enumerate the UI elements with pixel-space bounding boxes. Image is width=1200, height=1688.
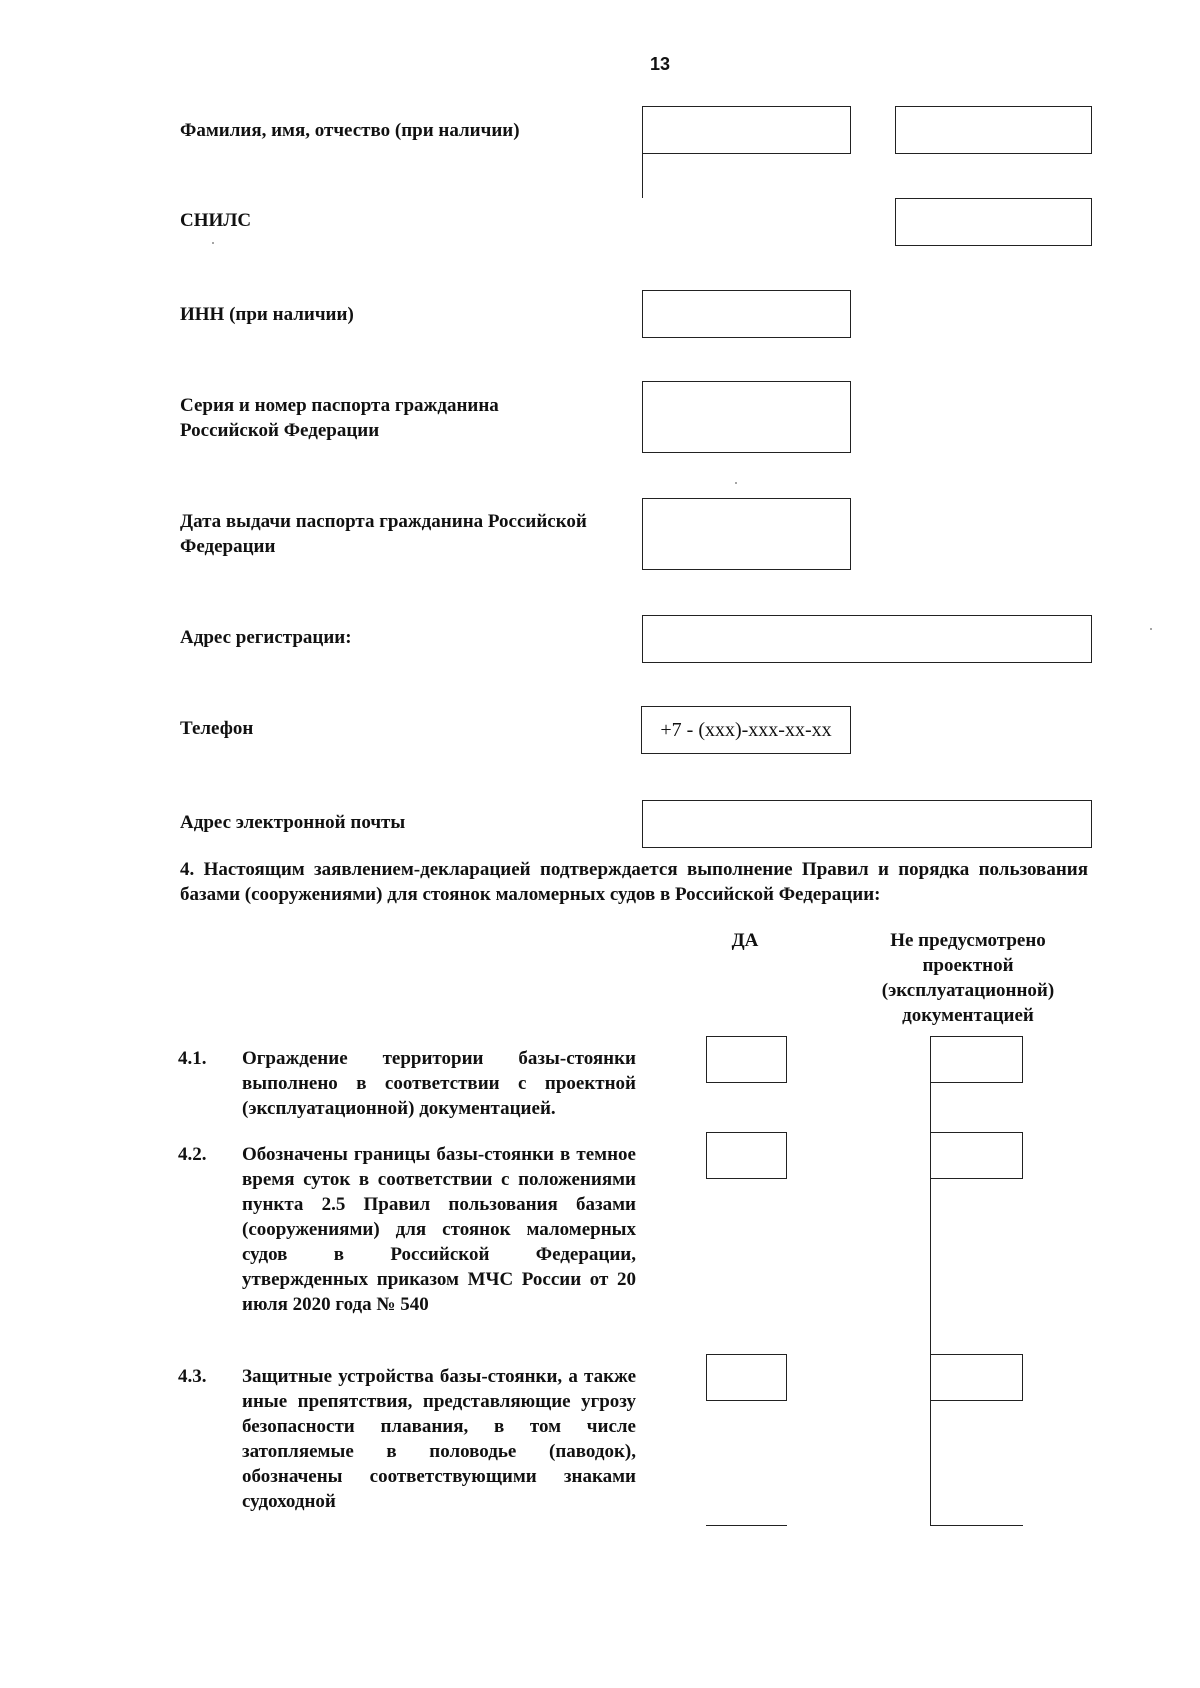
email-box[interactable] bbox=[642, 800, 1092, 848]
item-text: Защитные устройства базы-стоянки, а также иные препятствия, представляющие угрозу безопасности плавания, в том числе затопляемые в половодье (паводок), обозначены соответствующими знаками судоходной bbox=[242, 1366, 636, 1512]
column-na-header-line: проектной bbox=[922, 955, 1014, 976]
column-yes-header: ДА bbox=[731, 930, 759, 951]
passport-number-label-line: Серия и номер паспорта гражданина bbox=[180, 395, 499, 416]
column-na-header bbox=[858, 928, 1078, 1028]
full-name-box-1-tail bbox=[642, 154, 643, 198]
item-4-2-yes-checkbox[interactable] bbox=[706, 1132, 787, 1179]
registration-address-box[interactable] bbox=[642, 615, 1092, 663]
section4-intro: 4. Настоящим заявлением-декларацией подтверждается выполнение Правил и порядка пользования базами (сооружениями) для стоянок маломерных судов в Российской Федерации: bbox=[180, 859, 1088, 905]
item-number: 4.3. bbox=[178, 1366, 207, 1387]
column-na-header-line: документацией bbox=[902, 1005, 1034, 1026]
item-4-3-na-bottom-rule bbox=[930, 1525, 1023, 1526]
passport-date-box[interactable] bbox=[642, 498, 851, 570]
column-na-header-line: (эксплуатационной) bbox=[881, 980, 1055, 1001]
full-name-box-2[interactable] bbox=[895, 106, 1092, 154]
scan-speck bbox=[212, 242, 214, 244]
registration-address-label: Адрес регистрации: bbox=[180, 627, 352, 648]
full-name-box-1[interactable] bbox=[642, 106, 851, 154]
item-number: 4.2. bbox=[178, 1144, 207, 1165]
item-text: Ограждение территории базы-стоянки выполнено в соответствии с проектной (эксплуатационной) документацией. bbox=[242, 1048, 636, 1119]
scan-speck bbox=[1150, 628, 1152, 630]
email-label: Адрес электронной почты bbox=[180, 812, 406, 833]
passport-number-label bbox=[180, 393, 499, 443]
na-column-rule bbox=[930, 1401, 931, 1525]
na-column-rule bbox=[930, 1179, 931, 1354]
item-text: Обозначены границы базы-стоянки в темное время суток в соответствии с положениями пункта 2.5 Правил пользования базами (сооружениями) для стоянок маломерных судов в Российской Федерации, утвержденных приказом МЧС России от 20 июля 2020 года № 540 bbox=[242, 1144, 636, 1315]
passport-number-label-line: Российской Федерации bbox=[180, 420, 380, 441]
na-column-rule bbox=[930, 1083, 931, 1132]
column-na-header-line: Не предусмотрено bbox=[890, 930, 1046, 951]
full-name-label: Фамилия, имя, отчество (при наличии) bbox=[180, 120, 520, 141]
item-4-3-na-checkbox[interactable] bbox=[930, 1354, 1023, 1401]
phone-box[interactable] bbox=[641, 706, 851, 754]
passport-date-label bbox=[180, 509, 587, 559]
snils-label: СНИЛС bbox=[180, 210, 252, 231]
inn-box[interactable] bbox=[642, 290, 851, 338]
passport-number-box[interactable] bbox=[642, 381, 851, 453]
item-4-3-yes-bottom-rule bbox=[706, 1525, 787, 1526]
phone-value: +7 - (xxx)-xxx-xx-xx bbox=[660, 718, 832, 741]
passport-date-label-line: Федерации bbox=[180, 536, 276, 557]
page-number: 13 bbox=[650, 54, 671, 74]
item-number: 4.1. bbox=[178, 1048, 207, 1069]
item-4-1-na-checkbox[interactable] bbox=[930, 1036, 1023, 1083]
inn-label: ИНН (при наличии) bbox=[180, 304, 354, 325]
passport-date-label-line: Дата выдачи паспорта гражданина Российской bbox=[180, 511, 587, 532]
scan-speck bbox=[735, 482, 737, 484]
snils-box[interactable] bbox=[895, 198, 1092, 246]
item-4-1-yes-checkbox[interactable] bbox=[706, 1036, 787, 1083]
item-4-3-yes-checkbox[interactable] bbox=[706, 1354, 787, 1401]
item-4-2-na-checkbox[interactable] bbox=[930, 1132, 1023, 1179]
phone-label: Телефон bbox=[180, 718, 254, 739]
